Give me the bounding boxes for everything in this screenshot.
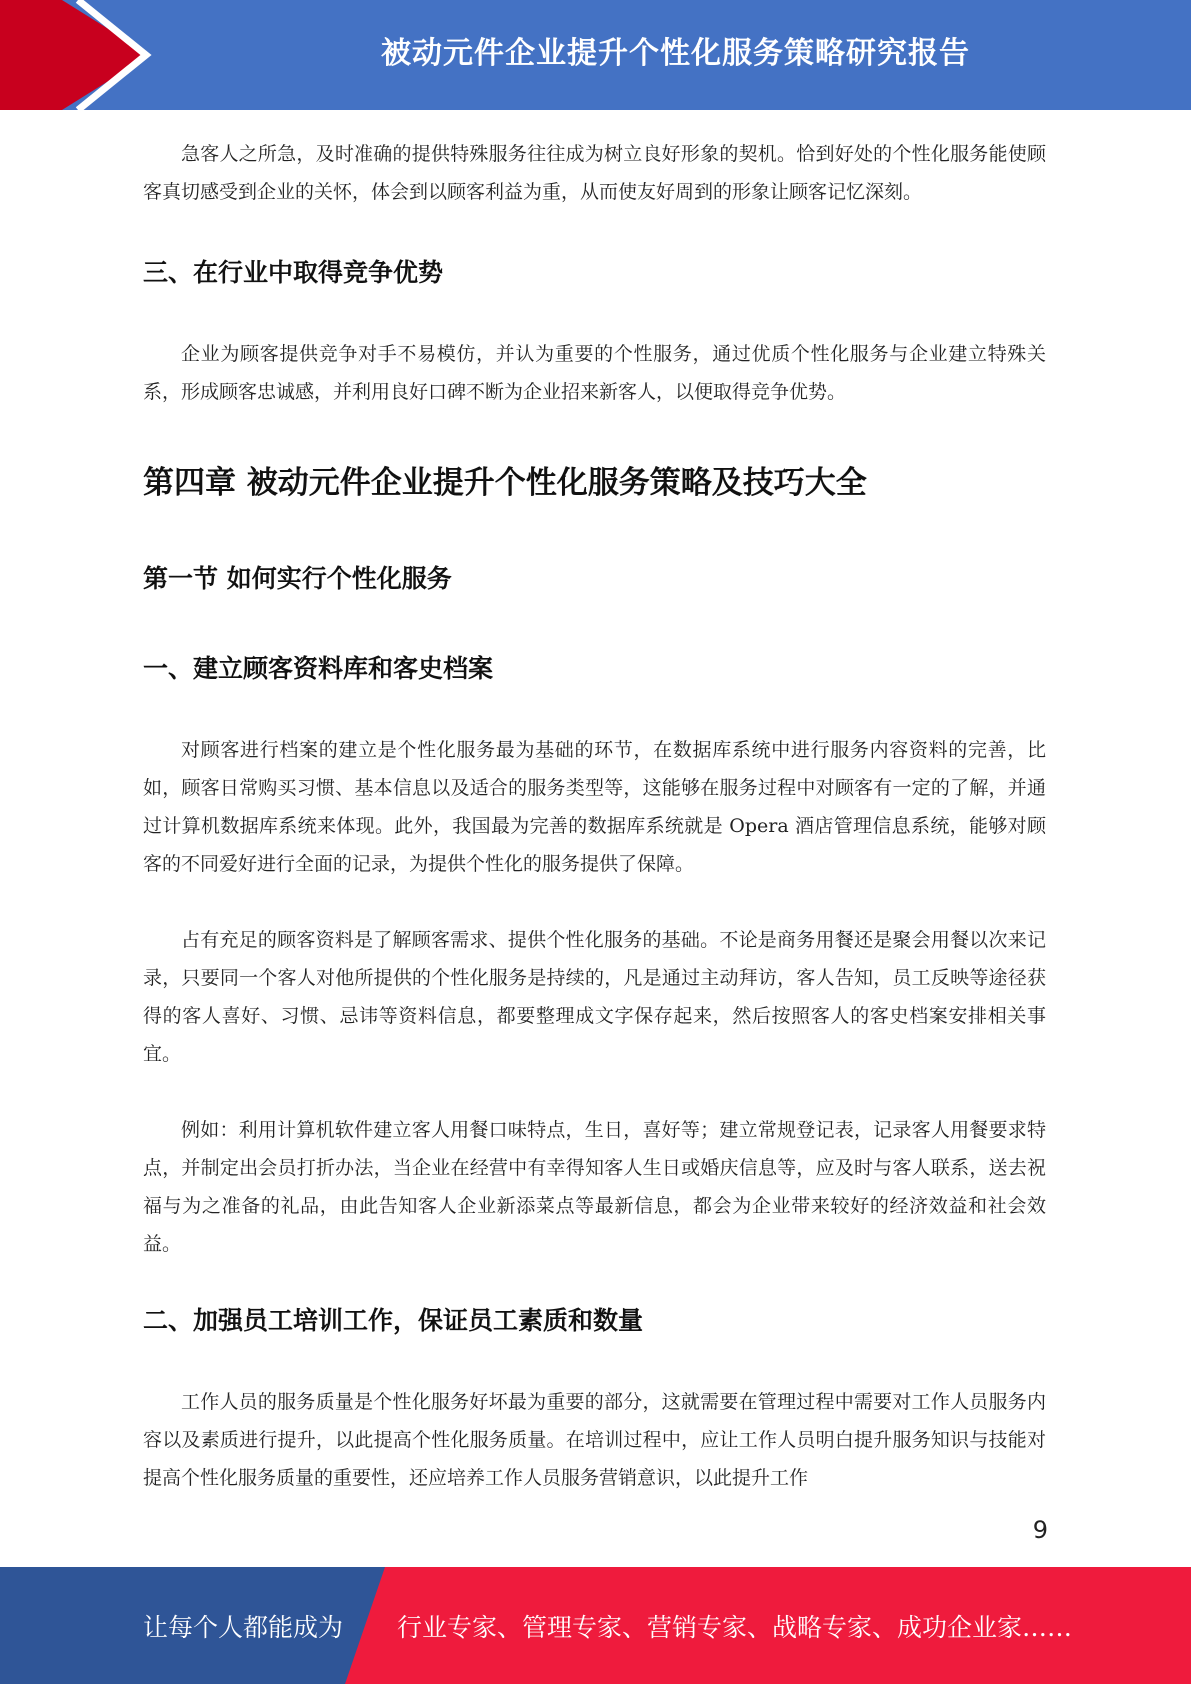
paragraph-competitive-advantage: 企业为顾客提供竞争对手不易模仿，并认为重要的个性服务，通过优质个性化服务与企业建立特殊关系，形成顾客忠诚感，并利用良好口碑不断为企业招来新客人，以便取得竞争优势。 bbox=[143, 343, 1046, 403]
chapter-heading: 第四章 被动元件企业提升个性化服务策略及技巧大全 bbox=[143, 465, 867, 501]
document-body bbox=[143, 110, 1046, 1497]
header-red-arrow bbox=[0, 0, 150, 110]
footer-slogan-right: 行业专家、管理专家、营销专家、战略专家、成功企业家…… bbox=[397, 1612, 1073, 1642]
paragraph-customer-database-1: 对顾客进行档案的建立是个性化服务最为基础的环节，在数据库系统中进行服务内容资料的完善，比如，顾客日常购买习惯、基本信息以及适合的服务类型等，这能够在服务过程中对顾客有一定的了解，并通过计算机数据库系统来体现。此外，我国最为完善的数据库系统就是 Opera 酒店管理信息系统，能够对顾客的不同爱好进行全面的记录，为提供个性化的服务提供了保障。 bbox=[143, 739, 1046, 875]
header-title: 被动元件企业提升个性化服务策略研究报告 bbox=[381, 36, 970, 71]
subsection-heading-staff-training: 二、加强员工培训工作，保证员工素质和数量 bbox=[143, 1306, 644, 1335]
paragraph-customer-database-3: 例如：利用计算机软件建立客人用餐口味特点，生日，喜好等；建立常规登记表，记录客人用餐要求特点，并制定出会员打折办法，当企业在经营中有幸得知客人生日或婚庆信息等，应及时与客人联系，送去祝福与为之准备的礼品，由此告知客人企业新添菜点等最新信息，都会为企业带来较好的经济效益和社会效益。 bbox=[143, 1119, 1046, 1255]
section-heading-competitive-advantage: 三、在行业中取得竞争优势 bbox=[143, 258, 444, 287]
paragraph-intro: 急客人之所急，及时准确的提供特殊服务往往成为树立良好形象的契机。恰到好处的个性化服务能使顾客真切感受到企业的关怀，体会到以顾客利益为重，从而使友好周到的形象让顾客记忆深刻。 bbox=[143, 143, 1046, 203]
page-footer bbox=[0, 1567, 1191, 1684]
header-arrow-decoration bbox=[0, 0, 160, 110]
section-heading-how-to: 第一节 如何实行个性化服务 bbox=[143, 564, 452, 593]
subsection-heading-customer-database: 一、建立顾客资料库和客史档案 bbox=[143, 654, 494, 683]
footer-slogan-left: 让每个人都能成为 bbox=[143, 1612, 344, 1642]
page-header bbox=[0, 0, 1191, 110]
paragraph-customer-database-2: 占有充足的顾客资料是了解顾客需求、提供个性化服务的基础。不论是商务用餐还是聚会用餐以次来记录，只要同一个客人对他所提供的个性化服务是持续的，凡是通过主动拜访，客人告知，员工反映等途径获得的客人喜好、习惯、忌讳等资料信息，都要整理成文字保存起来，然后按照客人的客史档案安排相关事宜。 bbox=[143, 929, 1046, 1065]
page-number: 9 bbox=[1032, 1516, 1048, 1544]
paragraph-staff-training: 工作人员的服务质量是个性化服务好坏最为重要的部分，这就需要在管理过程中需要对工作人员服务内容以及素质进行提升，以此提高个性化服务质量。在培训过程中，应让工作人员明白提升服务知识与技能对提高个性化服务质量的重要性，还应培养工作人员服务营销意识，以此提升工作 bbox=[143, 1391, 1046, 1489]
